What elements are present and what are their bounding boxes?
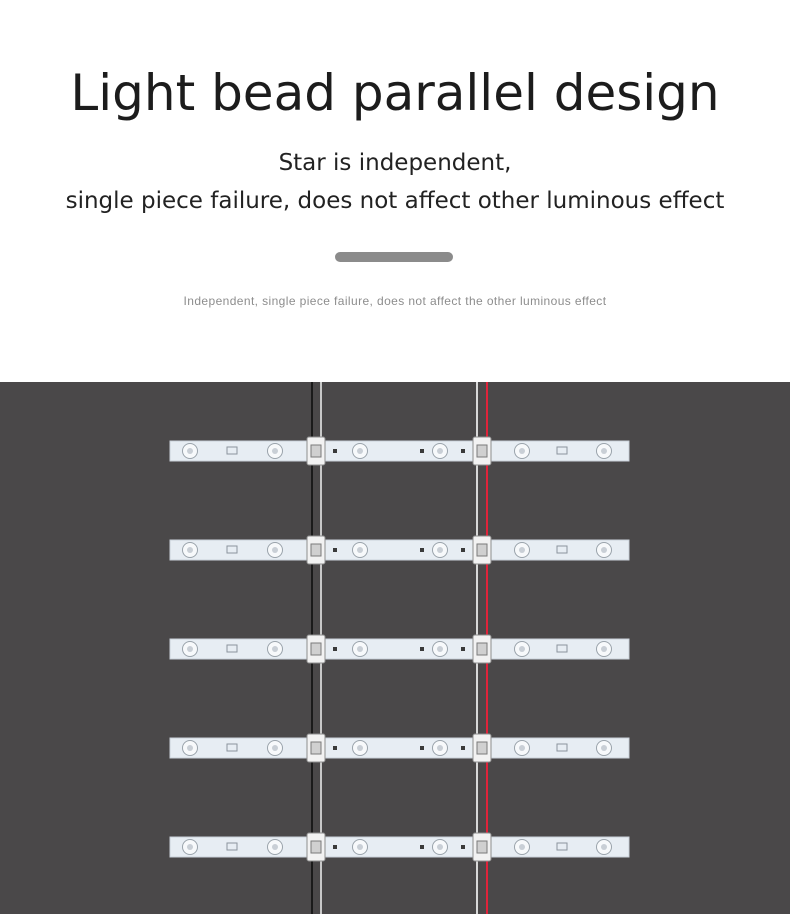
led-lens: [272, 745, 278, 751]
led-lens: [437, 745, 443, 751]
page-title: Light bead parallel design: [70, 64, 720, 122]
resistor: [420, 746, 424, 750]
strip-board: [170, 738, 629, 758]
led-lens: [187, 844, 193, 850]
led-strip-photo: [0, 382, 790, 914]
resistor: [420, 647, 424, 651]
connector-clip: [311, 544, 321, 556]
resistor: [420, 548, 424, 552]
resistor: [333, 845, 337, 849]
connector-clip: [477, 742, 487, 754]
subtitle-line-1: Star is independent,: [278, 150, 512, 176]
led-strip: [170, 437, 629, 465]
strip-board: [170, 837, 629, 857]
led-lens: [519, 844, 525, 850]
led-lens: [437, 448, 443, 454]
led-strip-illustration: [0, 382, 790, 914]
led-lens: [272, 844, 278, 850]
resistor: [333, 746, 337, 750]
connector-clip: [477, 445, 487, 457]
led-lens: [357, 745, 363, 751]
led-lens: [437, 844, 443, 850]
connector-clip: [477, 544, 487, 556]
led-lens: [519, 448, 525, 454]
subtitle-line-2: single piece failure, does not affect other luminous effect: [65, 188, 725, 214]
led-lens: [272, 646, 278, 652]
resistor: [461, 845, 465, 849]
strip-board: [170, 441, 629, 461]
strip-board: [170, 540, 629, 560]
led-lens: [357, 646, 363, 652]
resistor: [461, 449, 465, 453]
led-lens: [357, 547, 363, 553]
resistor: [333, 647, 337, 651]
connector-clip: [477, 841, 487, 853]
led-lens: [601, 547, 607, 553]
led-lens: [519, 547, 525, 553]
led-strip: [170, 635, 629, 663]
led-lens: [437, 547, 443, 553]
connector-clip: [477, 643, 487, 655]
divider-bar: [335, 252, 453, 262]
led-lens: [187, 547, 193, 553]
led-lens: [437, 646, 443, 652]
led-lens: [601, 844, 607, 850]
led-lens: [601, 646, 607, 652]
resistor: [333, 449, 337, 453]
led-lens: [187, 745, 193, 751]
resistor: [461, 548, 465, 552]
led-lens: [272, 448, 278, 454]
led-strip: [170, 833, 629, 861]
led-lens: [357, 844, 363, 850]
led-lens: [272, 547, 278, 553]
led-strip: [170, 536, 629, 564]
led-lens: [187, 646, 193, 652]
resistor: [420, 845, 424, 849]
led-lens: [519, 646, 525, 652]
connector-clip: [311, 445, 321, 457]
led-lens: [519, 745, 525, 751]
connector-clip: [311, 742, 321, 754]
resistor: [461, 746, 465, 750]
led-lens: [357, 448, 363, 454]
resistor: [333, 548, 337, 552]
connector-clip: [311, 643, 321, 655]
caption-text: Independent, single piece failure, does not affect the other luminous effect: [183, 294, 607, 308]
led-lens: [601, 745, 607, 751]
resistor: [420, 449, 424, 453]
strip-board: [170, 639, 629, 659]
led-strip: [170, 734, 629, 762]
led-lens: [601, 448, 607, 454]
connector-clip: [311, 841, 321, 853]
resistor: [461, 647, 465, 651]
led-lens: [187, 448, 193, 454]
